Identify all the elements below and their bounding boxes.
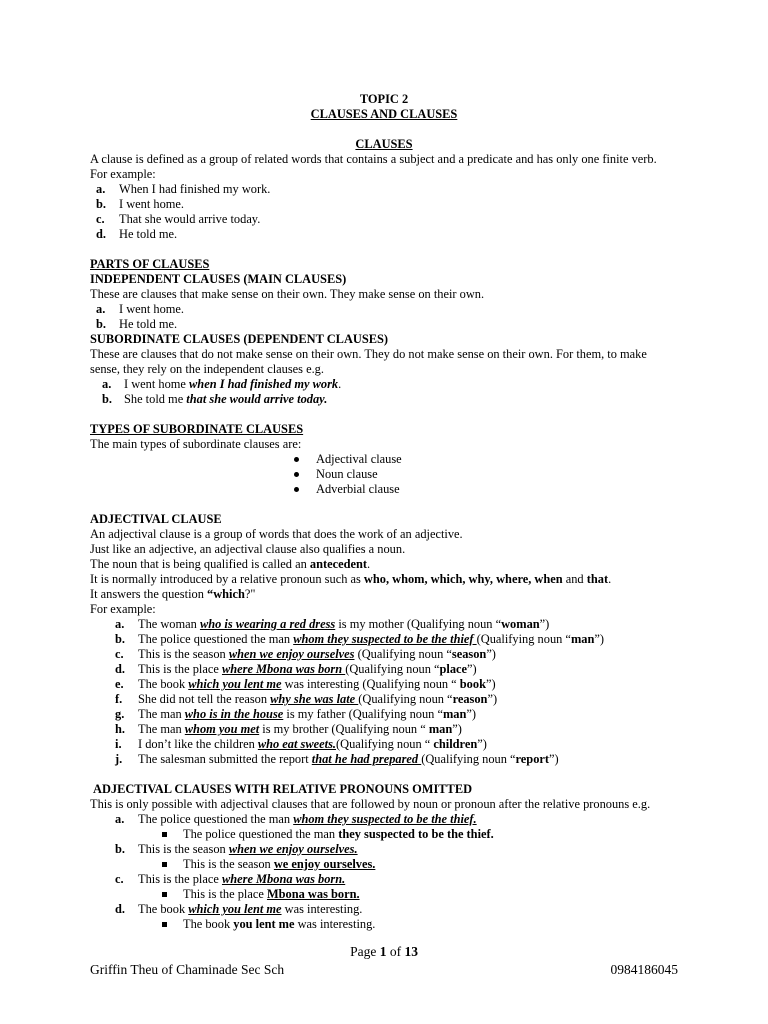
list-item: c. This is the season when we enjoy ourselves (Qualifying noun “season”) <box>115 647 496 661</box>
independent-example-list <box>90 302 678 332</box>
list-item: Adjectival clause <box>90 452 678 467</box>
square-bullet-icon <box>162 922 167 927</box>
document-page <box>90 92 678 932</box>
list-item: a. The woman who is wearing a red dress is my mother (Qualifying noun “woman”) <box>115 617 550 631</box>
types-heading: TYPES OF SUBORDINATE CLAUSES <box>90 422 304 436</box>
adjectival-line-3: The noun that is being qualified is called an antecedent. <box>90 557 371 571</box>
footer-phone: 0984186045 <box>610 962 678 977</box>
adjectival-line-2: Just like an adjective, an adjectival clause also qualifies a noun. <box>90 542 406 556</box>
list-item: c. This is the place where Mbona was born. <box>115 872 346 886</box>
list-item: i. I don’t like the children who eat sweets.(Qualifying noun “ children”) <box>115 737 487 751</box>
list-item: d. This is the place where Mbona was born (Qualifying noun “place”) <box>115 662 477 676</box>
list-item: j. The salesman submitted the report that he had prepared (Qualifying noun “report”) <box>115 752 559 766</box>
list-item: b. He told me. <box>96 317 178 331</box>
omitted-intro: This is only possible with adjectival clauses that are followed by noun or pronoun after the relative pronouns e.g. <box>90 797 651 811</box>
bullet-icon <box>294 457 299 462</box>
list-item: b. She told me that she would arrive today. <box>102 392 328 406</box>
independent-text: These are clauses that make sense on their own. They make sense on their own. <box>90 287 485 301</box>
list-item: b. This is the season when we enjoy ourselves. <box>115 842 358 856</box>
adjectival-for-example: For example: <box>90 602 156 616</box>
list-item: d. The book which you lent me was interesting. <box>115 902 363 916</box>
parts-heading: PARTS OF CLAUSES <box>90 257 210 271</box>
clauses-heading: CLAUSES <box>355 137 413 151</box>
list-item: a. I went home when I had finished my work. <box>102 377 342 391</box>
square-bullet-icon <box>162 892 167 897</box>
list-item: c. That she would arrive today. <box>96 212 261 226</box>
sub-list-item: This is the place Mbona was born. <box>90 887 678 902</box>
list-item: a. The police questioned the man whom they suspected to be the thief. <box>115 812 477 826</box>
list-item: Noun clause <box>90 467 678 482</box>
list-item: d. He told me. <box>96 227 178 241</box>
adjectival-example-list <box>90 617 678 767</box>
bullet-icon <box>294 487 299 492</box>
list-item: b. The police questioned the man whom they suspected to be the thief (Qualifying noun “man”) <box>115 632 604 646</box>
list-item: Adverbial clause <box>90 482 678 497</box>
independent-heading: INDEPENDENT CLAUSES (MAIN CLAUSES) <box>90 272 347 286</box>
square-bullet-icon <box>162 862 167 867</box>
clauses-definition: A clause is defined as a group of related words that contains a subject and a predicate and has only one finite verb. <box>90 152 657 166</box>
adjectival-line-5: It answers the question “which?" <box>90 587 256 601</box>
list-item: e. The book which you lent me was interesting (Qualifying noun “ book”) <box>115 677 496 691</box>
sub-list-item: The book you lent me was interesting. <box>90 917 678 932</box>
omitted-heading: ADJECTIVAL CLAUSES WITH RELATIVE PRONOUNS OMITTED <box>93 782 473 796</box>
subordinate-heading: SUBORDINATE CLAUSES (DEPENDENT CLAUSES) <box>90 332 389 346</box>
square-bullet-icon <box>162 832 167 837</box>
list-item: b. I went home. <box>96 197 185 211</box>
topic-subtitle: CLAUSES AND CLAUSES <box>310 107 458 121</box>
subordinate-example-list <box>90 377 678 407</box>
adjectival-line-1: An adjectival clause is a group of words that does the work of an adjective. <box>90 527 463 541</box>
list-item: f. She did not tell the reason why she was late (Qualifying noun “reason”) <box>115 692 498 706</box>
topic-title: TOPIC 2 <box>359 92 409 106</box>
list-item: g. The man who is in the house is my father (Qualifying noun “man”) <box>115 707 477 721</box>
page-number: Page 1 of 13 <box>350 944 418 959</box>
bullet-icon <box>294 472 299 477</box>
adjectival-heading: ADJECTIVAL CLAUSE <box>90 512 222 526</box>
adjectival-line-4: It is normally introduced by a relative pronoun such as who, whom, which, why, where, when and that. <box>90 572 612 586</box>
footer-author: Griffin Theu of Chaminade Sec Sch <box>90 962 285 977</box>
subordinate-text: These are clauses that do not make sense on their own. They do not make sense on their own. For them, to make sense, they rely on the independent clauses e.g. <box>90 347 647 376</box>
sub-list-item: The police questioned the man they suspected to be the thief. <box>90 827 678 842</box>
clauses-example-list <box>90 182 678 242</box>
types-bullet-list <box>90 452 678 497</box>
types-intro: The main types of subordinate clauses are: <box>90 437 302 451</box>
list-item: a. When I had finished my work. <box>96 182 271 196</box>
sub-list-item: This is the season we enjoy ourselves. <box>90 857 678 872</box>
omitted-example-list <box>90 812 678 932</box>
list-item: h. The man whom you met is my brother (Qualifying noun “ man”) <box>115 722 462 736</box>
clauses-for-example: For example: <box>90 167 156 181</box>
list-item: a. I went home. <box>96 302 185 316</box>
